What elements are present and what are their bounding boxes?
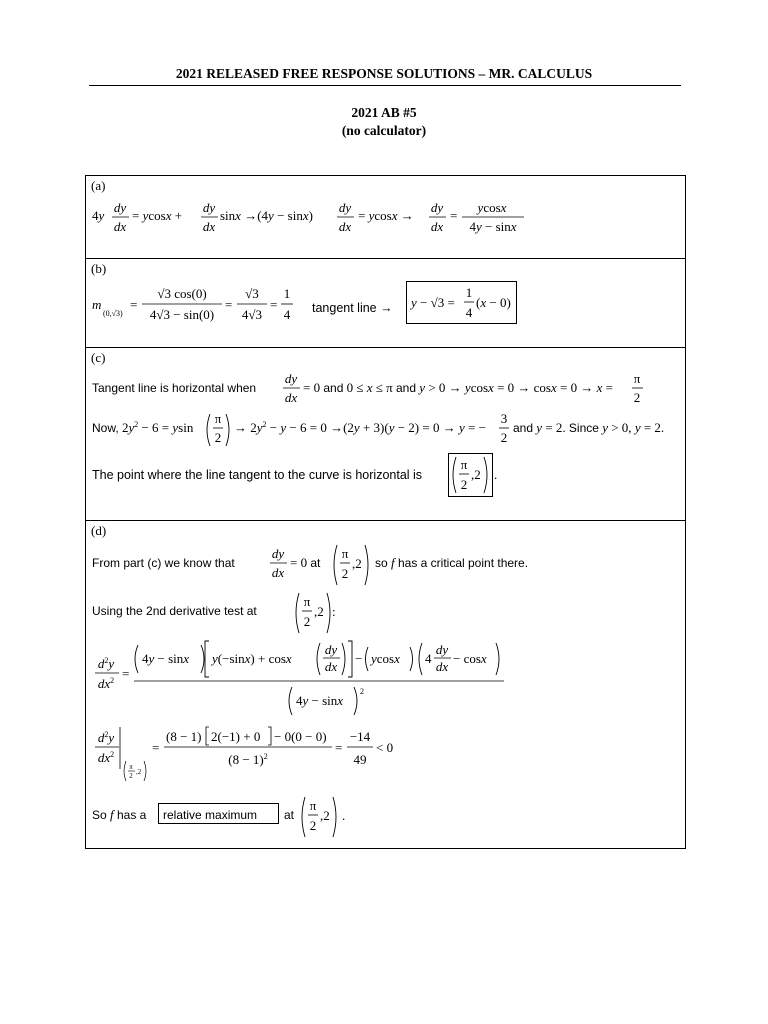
svg-text:d2y: $d^2y$ (97, 656, 115, 671)
svg-text:dy: dy (271, 546, 285, 561)
svg-text:dy: dy (430, 200, 444, 215)
svg-text:dy: dy (113, 200, 127, 215)
svg-text:2: 2 (460, 477, 468, 492)
problem-heading (0, 104, 768, 140)
svg-text:π: π (129, 763, 133, 771)
svg-text:π: π (309, 798, 317, 813)
svg-text:dx2: $dx^2$ (97, 750, 115, 765)
svg-text:dx: dx (324, 659, 338, 674)
part-d-evaluation (92, 725, 412, 789)
svg-text:Now, 2y2 − 6 = ysin: Now, $2y^2 - 6 = ysin$ (92, 420, 194, 435)
svg-text:4√3: 4√3 (241, 307, 263, 322)
svg-text:dy: dy (338, 200, 352, 215)
svg-text:π: π (214, 411, 222, 426)
svg-text:−: − (355, 651, 363, 666)
svg-text:2(−1) + 0: 2(−1) + 0 (211, 729, 261, 744)
svg-text:=: = (225, 297, 233, 312)
document-title: 2021 RELEASED FREE RESPONSE SOLUTIONS – MR. CALCULUS (175, 66, 593, 81)
part-c-answer (448, 452, 498, 500)
part-c-line3-text: The point where the line tangent to the curve is horizontal is (92, 468, 423, 482)
solution-box (85, 175, 686, 849)
svg-text:< 0: < 0 (376, 740, 394, 755)
svg-text:,2: ,2 (320, 808, 330, 823)
svg-text:− cosx: − cosx (453, 651, 487, 666)
svg-text:Tangent line is horizontal whe: Tangent line is horizontal when (92, 381, 257, 395)
svg-text:4: 4 (425, 651, 432, 666)
svg-text:y − √3 =: y − √3 = (411, 295, 455, 310)
svg-text:2: 2 (309, 818, 317, 833)
svg-text:= ycosx +: = ycosx + (132, 208, 183, 223)
svg-text:− 0(0 − 0): − 0(0 − 0) (274, 729, 327, 744)
svg-text:2: 2 (500, 430, 508, 445)
svg-text:dy: dy (202, 200, 216, 215)
part-d-label: (d) (91, 523, 107, 538)
part-d-line2 (92, 589, 352, 635)
part-b-tangent-label: tangent line → (312, 301, 393, 315)
svg-text:2: 2 (129, 772, 133, 780)
svg-text:m: m (92, 297, 102, 312)
part-b-label: (b) (91, 261, 107, 276)
part-d-conclusion (92, 793, 382, 839)
relative-maximum-answer: relative maximum (163, 808, 258, 822)
calculator-note: (no calculator) (341, 123, 427, 138)
part-a (86, 176, 685, 258)
svg-text:3: 3 (500, 411, 508, 426)
svg-text:= ycosx →: = ycosx → (358, 208, 414, 223)
svg-text:1: 1 (283, 286, 291, 301)
svg-text:−14: −14 (349, 729, 371, 744)
svg-text:y(−sinx) + cosx: y(−sinx) + cosx (212, 651, 292, 666)
svg-text:49: 49 (353, 752, 367, 767)
svg-text:dx: dx (113, 219, 127, 234)
svg-text:dy: dy (435, 642, 449, 657)
svg-text:ycosx: ycosx (477, 200, 507, 215)
svg-text:(8 − 1): (8 − 1) (166, 729, 202, 744)
svg-text:4y: 4y (92, 208, 105, 223)
part-a-label: (a) (91, 178, 106, 193)
svg-text:From part (c) we know that: From part (c) we know that (92, 556, 235, 570)
svg-text:→ 2y2 − y − 6 = 0 →(2y + 3)(y: → $2y^2 - y - 6 = 0 \to(2y + 3)(y - 2) = 0 \to y$ = − (234, 420, 486, 435)
svg-text:dx2: $dx^2$ (97, 676, 115, 691)
svg-text:2: 2 (341, 566, 349, 581)
part-d (86, 520, 685, 850)
part-b (86, 258, 685, 347)
svg-text:4√3 − sin(0): 4√3 − sin(0) (149, 307, 215, 322)
svg-text:so f has a critical point ther: so f has a critical point there. (375, 555, 529, 570)
svg-text:(0,√3): (0,√3) (103, 309, 123, 318)
svg-text:√3: √3 (245, 286, 259, 301)
problem-number: 2021 AB #5 (351, 105, 417, 120)
part-c (86, 347, 685, 520)
svg-text:So f has a: So f has a (92, 807, 147, 822)
svg-text:π: π (341, 546, 349, 561)
svg-text:,2: ,2 (136, 768, 142, 776)
svg-text:2: 2 (633, 390, 641, 405)
part-b-slope (92, 281, 292, 331)
svg-text:(8 − 1)2: $(8 - 1)^2$ (228, 752, 268, 767)
svg-text:dx: dx (338, 219, 352, 234)
svg-text:=: = (122, 666, 130, 681)
title-underline (89, 85, 681, 86)
part-c-line1 (92, 370, 652, 410)
svg-text:sinx →(4y − sinx): sinx →(4y − sinx) (220, 208, 313, 223)
svg-text:4y − sinx: 4y − sinx (469, 219, 517, 234)
svg-text:π: π (303, 594, 311, 609)
svg-text:Using the 2nd derivative test: Using the 2nd derivative test at (92, 604, 257, 618)
svg-text:.: . (342, 808, 346, 823)
svg-text:.: . (494, 467, 498, 482)
svg-text:dy: dy (324, 642, 338, 657)
svg-text:(x − 0): (x − 0) (476, 295, 511, 310)
svg-text:dx: dx (430, 219, 444, 234)
svg-text:π: π (460, 457, 468, 472)
svg-text:ycosx: ycosx (371, 651, 400, 666)
svg-text:=: = (270, 297, 278, 312)
svg-text:4: 4 (283, 307, 291, 322)
part-b-tangent-answer (406, 279, 518, 327)
part-d-line1 (92, 541, 572, 587)
svg-text:= 0 at: = 0 at (290, 555, 321, 570)
svg-text:dx: dx (271, 565, 285, 580)
svg-text:= 0 and 0 ≤ x ≤ π and y > 0 →: = 0 and 0 ≤ x ≤ π and y > 0 → ycosx = 0 → cosx = 0 → x = (303, 380, 613, 395)
svg-text:d2y: $d^2y$ (97, 730, 115, 745)
svg-text:=: = (130, 297, 138, 312)
svg-text:2: 2 (214, 430, 222, 445)
part-a-equation (92, 196, 532, 240)
svg-text:dx: dx (284, 390, 298, 405)
svg-text:=: = (450, 208, 458, 223)
svg-text:,2: ,2 (471, 467, 481, 482)
part-c-line2 (92, 408, 677, 452)
svg-text:=: = (152, 740, 160, 755)
svg-text:4: 4 (465, 305, 473, 320)
svg-text:1: 1 (465, 285, 473, 300)
part-c-label: (c) (91, 350, 106, 365)
svg-text:2: 2 (303, 614, 311, 629)
svg-text:=: = (335, 740, 343, 755)
svg-text:,2: ,2 (314, 604, 324, 619)
svg-text:4y − sinx: 4y − sinx (142, 651, 190, 666)
part-d-second-derivative (92, 639, 522, 719)
svg-text:2: 2 (360, 687, 364, 696)
svg-text:dx: dx (435, 659, 449, 674)
svg-text::: : (332, 604, 336, 619)
svg-text:dy: dy (284, 371, 298, 386)
svg-text:√3 cos(0): √3 cos(0) (157, 286, 207, 301)
svg-text:4y − sinx: 4y − sinx (296, 693, 344, 708)
svg-text:dx: dx (202, 219, 216, 234)
svg-text:π: π (633, 371, 641, 386)
svg-text:and y = 2. Since y > 0, y = 2.: and y = 2. Since y > 0, y = 2. (513, 420, 665, 435)
svg-text:,2: ,2 (352, 556, 362, 571)
svg-text:at: at (284, 808, 295, 822)
